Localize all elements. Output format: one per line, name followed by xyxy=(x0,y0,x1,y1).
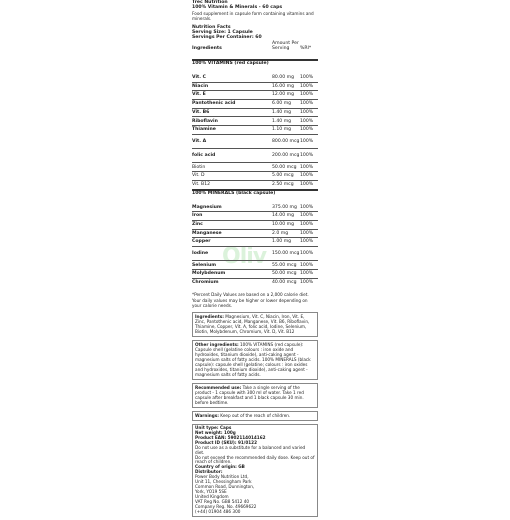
nutrient-name: Biotin xyxy=(192,163,272,172)
mineral-row xyxy=(192,261,318,270)
recommended-use-text: Take a single serving of the product - 1 capsule with 300 ml of water. Take 1 red capsule after breakfast and 1 black capsule 30 min. before bedtime. xyxy=(195,385,304,406)
nutrient-amount: 80.00 mg xyxy=(272,75,295,81)
col-amount: Amount Per Serving xyxy=(272,40,299,52)
nutrient-name: Molybdenum xyxy=(192,270,272,279)
product-info-box xyxy=(192,424,318,517)
vitamin-row xyxy=(192,74,318,82)
vitamin-row xyxy=(192,163,318,172)
other-ingredients-text: 100% VITAMINS (red capsule): Capsule shell (gelatine colours : iron oxide and hydroxides, titanium dioxide), anti-caking agent - magnesium salts of fatty acids. 100% MINERALS (black capsule): capsule shell (gelatine; colours : iron oxides and hydroxides, titanium dioxide), anti-caking agent - magnesium salts of fatty acids. xyxy=(195,342,311,378)
other-ingredients-box xyxy=(192,340,318,380)
facts-title: Nutrition Facts xyxy=(192,24,231,30)
nutrient-name: Vit. A xyxy=(192,134,272,148)
nutrient-amount: 40.00 mcg xyxy=(272,278,300,286)
nutrient-ri: 100% xyxy=(300,134,318,148)
mineral-row xyxy=(192,212,318,221)
nutrient-amount: 2.50 mcg xyxy=(272,180,300,189)
other-ingredients-label: Other ingredients: xyxy=(195,342,239,348)
nutrient-ri: 100% xyxy=(300,125,318,134)
nutrient-amount: 150.00 mcg xyxy=(272,246,300,260)
nutrient-ri: 100% xyxy=(300,212,318,221)
nutrient-amount: 1.00 mg xyxy=(272,238,300,247)
nutrient-ri: 100% xyxy=(300,82,318,91)
warnings-label: Warnings: xyxy=(195,413,219,419)
company-number: Company Reg. No. 49669622 xyxy=(195,503,257,509)
nutrient-name: Chromium xyxy=(192,278,272,286)
product-description: Food supplement in capsule form containing vitamins and minerals. xyxy=(192,10,314,22)
mineral-row xyxy=(192,270,318,279)
ingredients-label: Ingredients: xyxy=(195,314,224,320)
info-line-1: Do not use as a substitute for a balanced and varied diet. xyxy=(195,444,306,455)
nutrient-amount: 2.0 mg xyxy=(272,229,300,238)
nutrient-amount: 10.00 mg xyxy=(272,220,300,229)
nutrition-table xyxy=(192,41,318,287)
vitamins-title: 100% VITAMINS (red capsule) xyxy=(192,60,318,74)
nutrient-name: folic acid xyxy=(192,149,272,163)
mineral-row xyxy=(192,204,318,212)
vitamin-row xyxy=(192,149,318,163)
nutrient-ri: 100% xyxy=(300,261,318,270)
nutrient-ri: 100% xyxy=(300,99,318,108)
col-ingredients: Ingredients xyxy=(192,45,222,51)
vitamin-row xyxy=(192,134,318,148)
nutrient-name: Zinc xyxy=(192,220,272,229)
nutrient-name: Vit. D xyxy=(192,172,272,181)
nutrient-ri: 100% xyxy=(300,204,314,210)
nutrient-name: Vit. C xyxy=(192,75,206,81)
product-name: 100% Vitamin & Minerals - 60 caps xyxy=(192,5,283,11)
nutrient-name: Iron xyxy=(192,212,272,221)
nutrient-name: Selenium xyxy=(192,261,272,270)
vitamin-row xyxy=(192,125,318,134)
country-of-origin: Country of origin: GB xyxy=(195,464,245,470)
vitamin-row xyxy=(192,91,318,100)
nutrient-ri: 100% xyxy=(300,220,318,229)
address-line-2: Unit 11, Chessingham Park xyxy=(195,479,252,485)
ingredients-text: Magnesium, Vit. C, Niacin, Iron, Vit. E, Zinc, Pantothenic acid, Manganese, Vit. B6, Riboflavin, Thiamine, Copper, Vit. A, folic acid, Iodine, Selenium, Biotin, Molybdenum, Chromium, Vit. D, Vit. B12 xyxy=(195,314,310,335)
nutrient-amount: 1.40 mg xyxy=(272,108,300,117)
vitamin-row xyxy=(192,82,318,91)
nutrient-name: Magnesium xyxy=(192,204,222,210)
nutrient-ri: 100% xyxy=(300,117,318,126)
nutrient-name: Vit. B6 xyxy=(192,108,272,117)
nutrient-amount: 16.00 mg xyxy=(272,82,300,91)
nutrient-amount: 200.00 mcg xyxy=(272,149,300,163)
product-ean: Product EAN: 5902114014162 xyxy=(195,434,266,440)
nutrient-amount: 800.00 mcg xyxy=(272,134,300,148)
ingredients-box xyxy=(192,312,318,337)
servings-per-container: Servings Per Container: 60 xyxy=(192,35,262,41)
nutrient-ri: 100% xyxy=(300,163,318,172)
col-ri: %RI* xyxy=(300,45,312,51)
recommended-use-label: Recommended use: xyxy=(195,385,242,391)
nutrient-ri: 100% xyxy=(300,149,318,163)
warnings-text: Keep out of the reach of children. xyxy=(220,413,291,419)
nutrient-name: Iodine xyxy=(192,246,272,260)
nutrient-amount: 50.00 mcg xyxy=(272,270,300,279)
serving-size: Serving Size: 1 Capsule xyxy=(192,30,253,36)
address-line-1: Power Body Nutrition Ltd, xyxy=(195,474,249,480)
vitamin-row xyxy=(192,180,318,189)
nutrient-name: Vit. E xyxy=(192,91,272,100)
nutrient-amount: 1.10 mg xyxy=(272,125,300,134)
nutrient-ri: 100% xyxy=(300,180,318,189)
nutrient-name: Riboflavin xyxy=(192,117,272,126)
watermark-logo: Oliv xyxy=(222,244,267,269)
product-id: Product ID (SKU): 91/0122 xyxy=(195,439,257,445)
minerals-title: 100% MINERALS (black capsule) xyxy=(192,190,318,204)
mineral-row xyxy=(192,229,318,238)
vat-number: VAT Reg No. GB8 5412 40 xyxy=(195,498,250,504)
address-line-3: Common Road, Dunnington, xyxy=(195,483,255,489)
nutrient-name: Vit. B12 xyxy=(192,180,272,189)
vitamin-row xyxy=(192,172,318,181)
distributor-label: Distributor: xyxy=(195,469,223,475)
nutrient-ri: 100% xyxy=(300,108,318,117)
nutrient-amount: 1.40 mg xyxy=(272,117,300,126)
nutrient-name: Copper xyxy=(192,238,272,247)
brand-name: Trec Nutrition xyxy=(192,0,228,5)
nutrient-ri: 100% xyxy=(300,229,318,238)
nutrient-ri: 100% xyxy=(300,238,318,247)
nutrient-name: Thiamine xyxy=(192,125,272,134)
nutrient-amount: 55.00 mcg xyxy=(272,261,300,270)
mineral-row xyxy=(192,246,318,260)
nutrient-ri: 100% xyxy=(300,278,318,286)
nutrient-amount: 50.00 mcg xyxy=(272,163,300,172)
nutrient-amount: 6.00 mg xyxy=(272,99,300,108)
recommended-use-box xyxy=(192,383,318,408)
info-line-2: Do not exceed the recommended daily dose. Keep out of reach of children. xyxy=(195,454,315,465)
address-line-5: United Kingdom xyxy=(195,493,229,499)
footnote: *Percent Daily Values are based on a 2,000 calorie diet. Your daily values may be higher or lower depending on your calorie needs. xyxy=(192,292,309,309)
address-line-4: York, YO19 5SE xyxy=(195,488,227,494)
net-weight: Net weight: 100g xyxy=(195,430,236,436)
vitamin-row xyxy=(192,117,318,126)
vitamin-row xyxy=(192,108,318,117)
nutrient-ri: 100% xyxy=(300,246,318,260)
mineral-row xyxy=(192,220,318,229)
mineral-row xyxy=(192,238,318,247)
warnings-box xyxy=(192,411,318,421)
nutrient-amount: 12.00 mg xyxy=(272,91,300,100)
mineral-row xyxy=(192,278,318,286)
nutrient-name: Pantothenic acid xyxy=(192,99,272,108)
unit-type: Unit type: Caps xyxy=(195,425,232,431)
nutrient-ri: 100% xyxy=(300,91,318,100)
nutrient-name: Niacin xyxy=(192,82,272,91)
nutrient-amount: 14.00 mg xyxy=(272,212,300,221)
nutrient-ri: 100% xyxy=(300,172,318,181)
nutrient-amount: 5.00 mcg xyxy=(272,172,300,181)
nutrient-ri: 100% xyxy=(300,75,314,81)
label-header xyxy=(192,0,318,41)
phone-number: (+44) 01904 486 300 xyxy=(195,508,241,514)
vitamin-row xyxy=(192,99,318,108)
nutrient-name: Manganese xyxy=(192,229,272,238)
nutrient-ri: 100% xyxy=(300,270,318,279)
nutrition-label xyxy=(192,0,318,520)
nutrient-amount: 375.00 mg xyxy=(272,204,297,210)
